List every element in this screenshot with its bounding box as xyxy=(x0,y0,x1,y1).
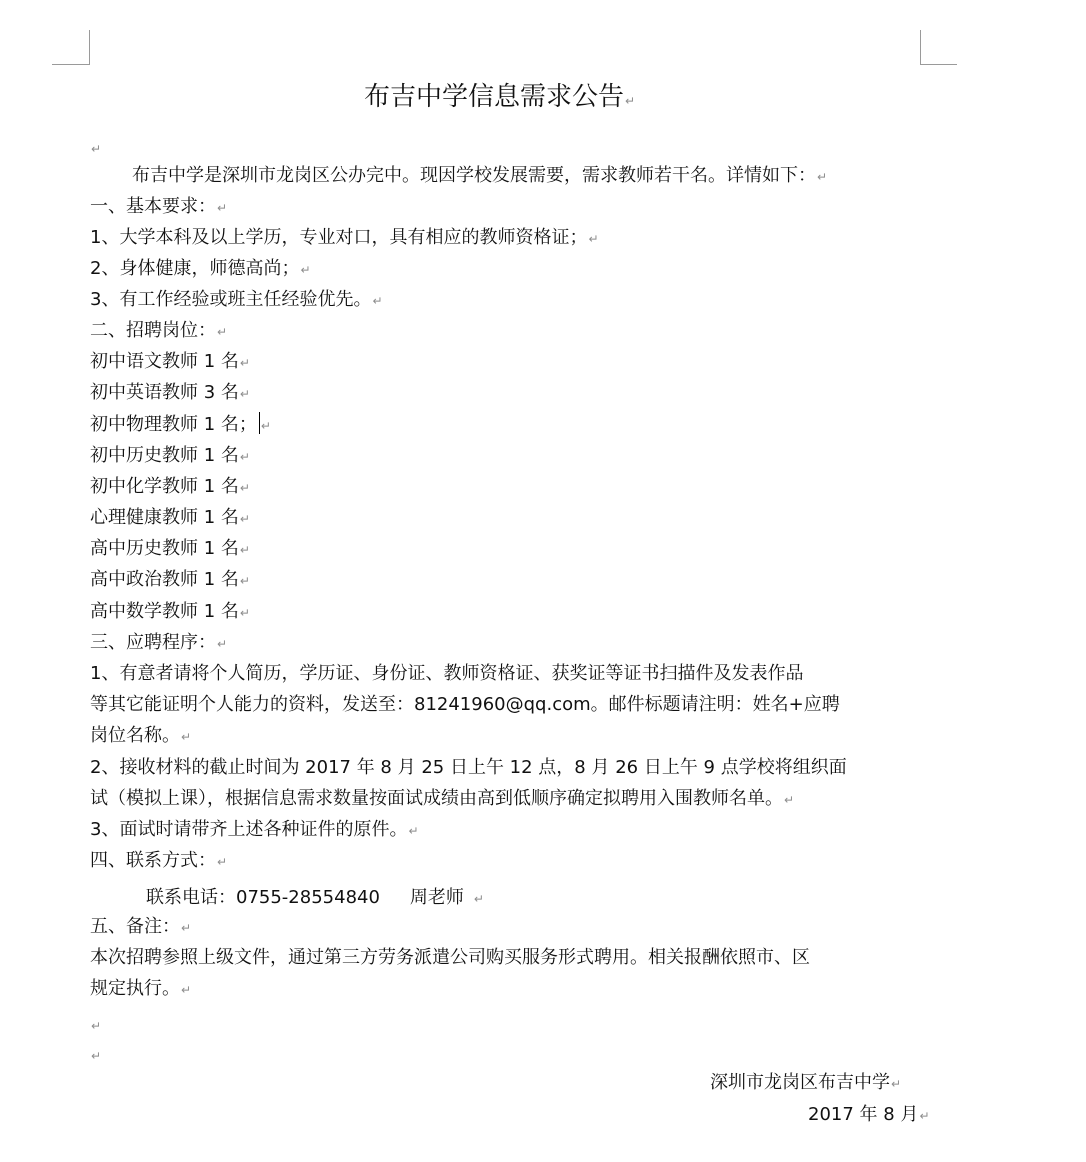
paragraph-mark-icon: ↵ xyxy=(239,387,250,401)
notes-line: 本次招聘参照上级文件，通过第三方劳务派遣公司购买服务形式聘用。相关报酬依照市、区 xyxy=(90,947,810,968)
signature-date: 2017 年 8 月↵ xyxy=(808,1104,930,1125)
paragraph-mark-icon: ↵ xyxy=(817,170,828,184)
requirement-item: 3、有工作经验或班主任经验优先。↵ xyxy=(90,289,383,310)
signature-organization: 深圳市龙岗区布吉中学↵ xyxy=(710,1072,902,1093)
requirement-item: 2、身体健康，师德高尚；↵ xyxy=(90,258,311,279)
paragraph-mark-icon: ↵ xyxy=(239,512,250,526)
position-item: 初中语文教师 1 名↵ xyxy=(90,351,250,372)
document-title: 布吉中学信息需求公告↵ xyxy=(364,82,636,112)
empty-paragraph xyxy=(90,1043,101,1068)
section-heading-contact: 四、联系方式：↵ xyxy=(90,850,228,871)
paragraph-mark-icon: ↵ xyxy=(91,142,102,156)
section-heading-requirements: 一、基本要求：↵ xyxy=(90,196,228,217)
paragraph-mark-icon: ↵ xyxy=(217,325,228,339)
paragraph-mark-icon: ↵ xyxy=(239,543,250,557)
procedure-line: 1、有意者请将个人简历，学历证、身份证、教师资格证、获奖证等证书扫描件及发表作品 xyxy=(90,663,804,684)
paragraph-mark-icon: ↵ xyxy=(408,824,419,838)
contact-phone: 联系电话：0755-28554840 xyxy=(146,887,380,908)
contact-person: 周老师 xyxy=(409,887,464,908)
procedure-line: 3、面试时请带齐上述各种证件的原件。↵ xyxy=(90,819,419,840)
paragraph-mark-icon: ↵ xyxy=(239,574,250,588)
position-item: 初中物理教师 1 名； ↵ xyxy=(90,414,271,435)
paragraph-mark-icon: ↵ xyxy=(239,606,250,620)
procedure-line: 岗位名称。↵ xyxy=(90,725,192,746)
paragraph-mark-icon: ↵ xyxy=(260,419,271,433)
empty-paragraph xyxy=(90,1013,101,1038)
paragraph-mark-icon: ↵ xyxy=(217,201,228,215)
section-heading-procedure: 三、应聘程序：↵ xyxy=(90,632,228,653)
position-item: 高中数学教师 1 名↵ xyxy=(90,601,250,622)
position-item: 高中政治教师 1 名↵ xyxy=(90,569,250,590)
paragraph-mark-icon: ↵ xyxy=(473,892,484,906)
empty-paragraph xyxy=(90,136,101,161)
requirement-item: 1、大学本科及以上学历，专业对口，具有相应的教师资格证；↵ xyxy=(90,227,599,248)
paragraph-mark-icon: ↵ xyxy=(217,637,228,651)
paragraph-mark-icon: ↵ xyxy=(217,855,228,869)
paragraph-mark-icon: ↵ xyxy=(891,1077,902,1091)
paragraph-mark-icon: ↵ xyxy=(181,983,192,997)
crop-mark-top-left xyxy=(52,30,90,65)
paragraph-mark-icon: ↵ xyxy=(91,1049,102,1063)
paragraph-mark-icon: ↵ xyxy=(625,94,636,108)
crop-mark-top-right xyxy=(920,30,957,65)
paragraph-mark-icon: ↵ xyxy=(784,793,795,807)
paragraph-mark-icon: ↵ xyxy=(588,232,599,246)
paragraph-mark-icon: ↵ xyxy=(372,294,383,308)
position-item: 心理健康教师 1 名↵ xyxy=(90,507,250,528)
procedure-line: 试（模拟上课），根据信息需求数量按面试成绩由高到低顺序确定拟聘用入围教师名单。↵ xyxy=(90,788,795,809)
position-item: 初中历史教师 1 名↵ xyxy=(90,445,250,466)
position-item: 初中英语教师 3 名↵ xyxy=(90,382,250,403)
contact-line xyxy=(146,886,484,911)
paragraph-mark-icon: ↵ xyxy=(181,730,192,744)
position-item: 初中化学教师 1 名↵ xyxy=(90,476,250,497)
section-heading-positions: 二、招聘岗位：↵ xyxy=(90,320,228,341)
procedure-line: 等其它能证明个人能力的资料，发送至：81241960@qq.com。邮件标题请注明：姓名+应聘 xyxy=(90,694,840,715)
paragraph-mark-icon: ↵ xyxy=(239,356,250,370)
paragraph-mark-icon: ↵ xyxy=(91,1019,102,1033)
position-item: 高中历史教师 1 名↵ xyxy=(90,538,250,559)
paragraph-mark-icon: ↵ xyxy=(300,263,311,277)
notes-line: 规定执行。↵ xyxy=(90,978,192,999)
paragraph-mark-icon: ↵ xyxy=(181,921,192,935)
intro-paragraph: 布吉中学是深圳市龙岗区公办完中。现因学校发展需要，需求教师若干名。详情如下：↵ xyxy=(132,165,828,186)
paragraph-mark-icon: ↵ xyxy=(919,1109,930,1123)
section-heading-notes: 五、备注：↵ xyxy=(90,916,192,937)
paragraph-mark-icon: ↵ xyxy=(239,481,250,495)
paragraph-mark-icon: ↵ xyxy=(239,450,250,464)
text-cursor xyxy=(259,412,260,434)
procedure-line: 2、接收材料的截止时间为 2017 年 8 月 25 日上午 12 点，8 月 26 日上午 9 点学校将组织面 xyxy=(90,757,847,778)
